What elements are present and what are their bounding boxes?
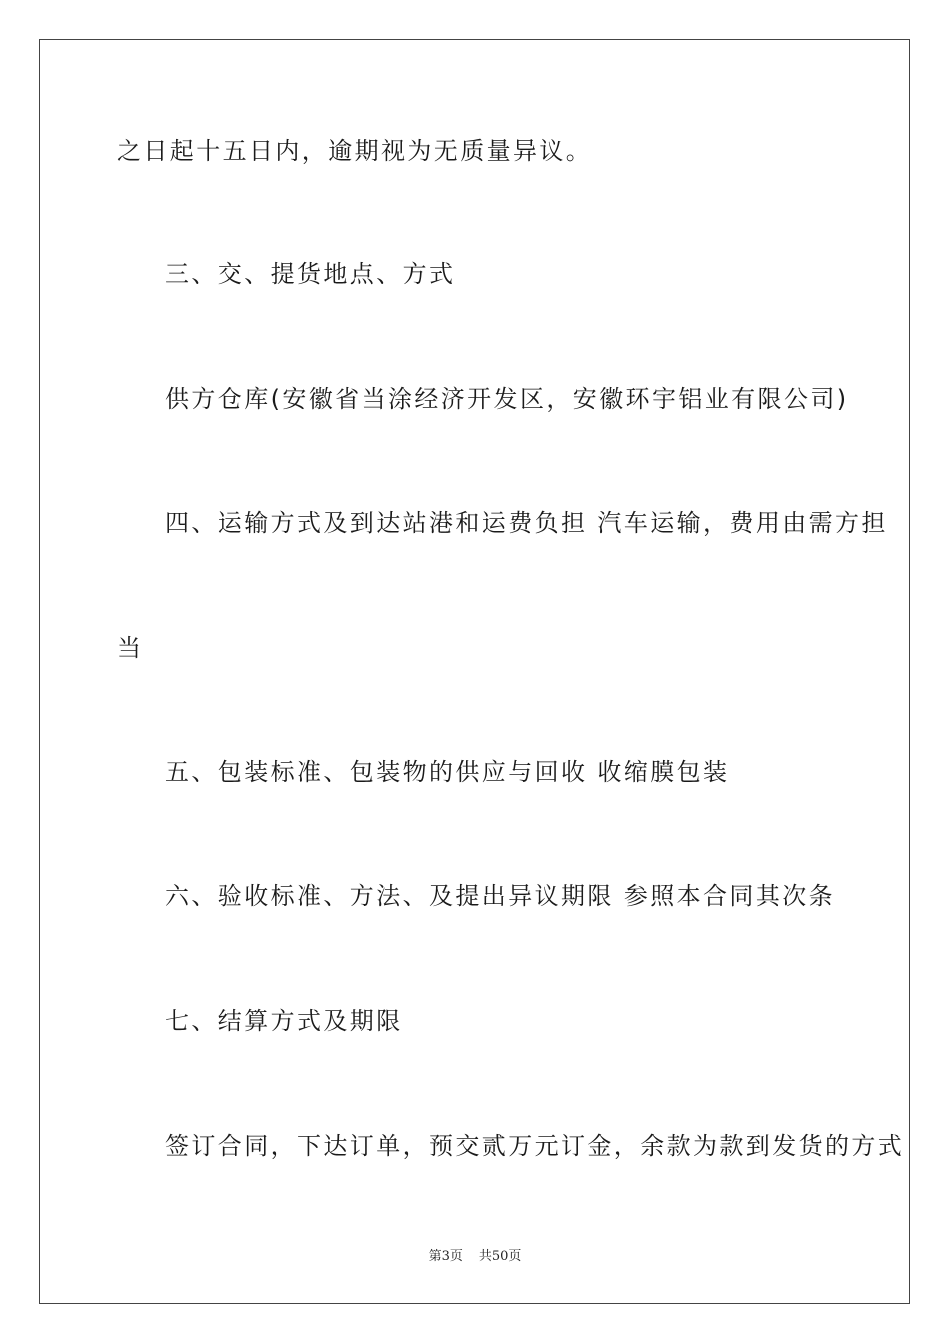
section-heading-4: 四、运输方式及到达站港和运费负担 汽车运输，费用由需方担 [165,509,888,537]
section-heading-3: 三、交、提货地点、方式 [165,260,456,288]
section-heading-6: 六、验收标准、方法、及提出异议期限 参照本合同其次条 [165,882,836,910]
section-heading-7: 七、结算方式及期限 [165,1007,403,1035]
text-line-settlement: 签订合同，下达订单，预交贰万元订金，余款为款到发货的方式 [165,1132,905,1160]
page-border [39,39,910,1304]
text-line-delivery-location: 供方仓库(安徽省当涂经济开发区，安徽环宇铝业有限公司) [165,385,849,413]
page-footer [0,1248,950,1266]
page-total: 共50页 [478,1249,522,1264]
text-line-1: 之日起十五日内，逾期视为无质量异议。 [117,137,593,165]
page-number: 第3页 [428,1249,463,1264]
section-heading-5: 五、包装标准、包装物的供应与回收 收缩膜包装 [165,758,730,786]
text-line-continuation: 当 [117,634,144,662]
